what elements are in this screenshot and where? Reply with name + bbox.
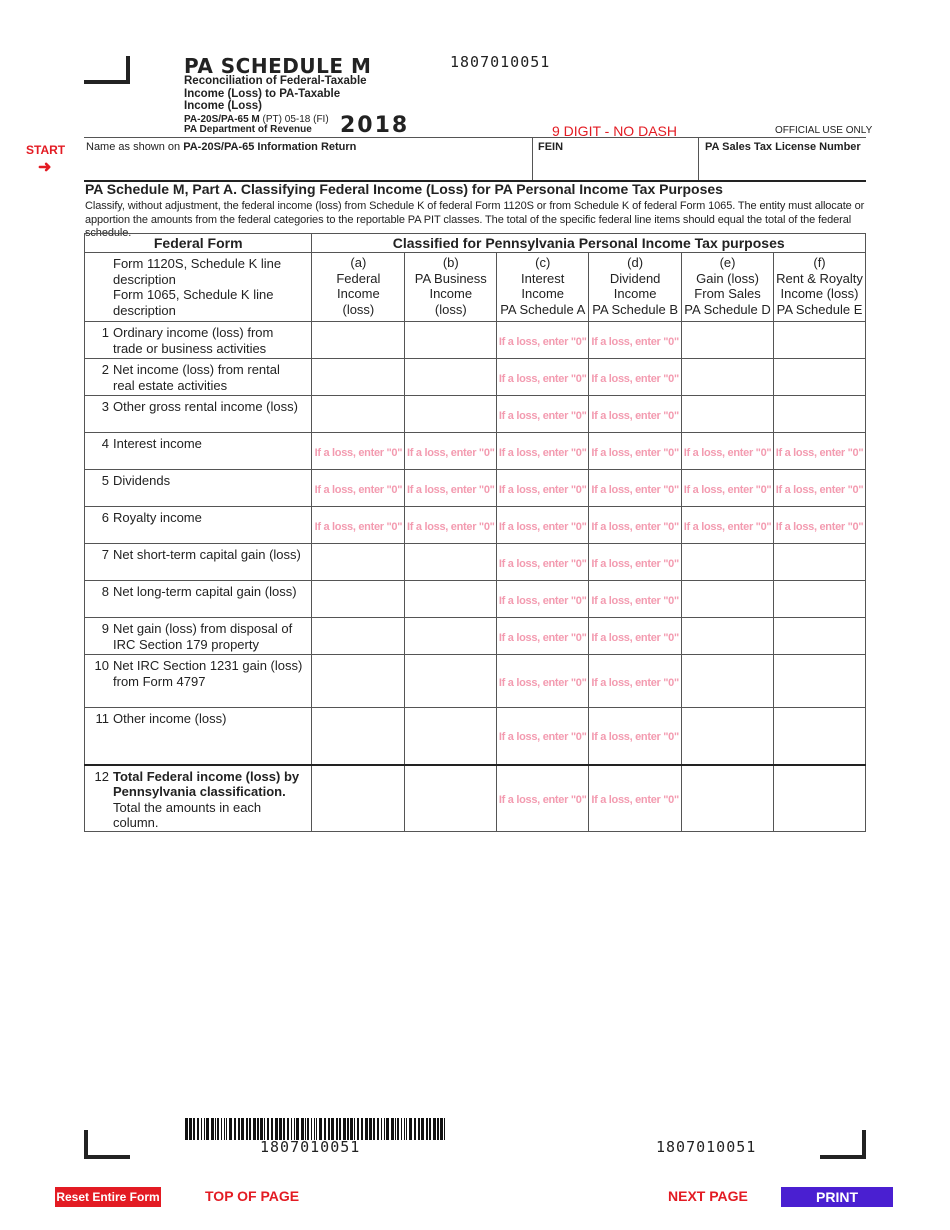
row-number: 3 — [101, 399, 109, 414]
input-cell-d[interactable] — [589, 765, 682, 832]
input-cell-c[interactable] — [497, 359, 589, 396]
loss-placeholder: If a loss, enter "0" — [775, 483, 864, 496]
row-number: 5 — [101, 473, 109, 488]
barcode-bar — [373, 1118, 375, 1140]
input-cell-f[interactable] — [774, 544, 866, 581]
input-cell-e[interactable] — [682, 765, 774, 832]
row-description: 7 Net short-term capital gain (loss) — [85, 544, 312, 581]
loss-placeholder: If a loss, enter "0" — [498, 793, 587, 806]
table-row — [85, 359, 866, 396]
input-cell-f[interactable] — [774, 322, 866, 359]
input-cell-e[interactable] — [682, 544, 774, 581]
barcode-bar — [395, 1118, 396, 1140]
barcode-bar — [291, 1118, 292, 1140]
corner-mark-top-left — [84, 56, 132, 86]
fein-format-note: 9 DIGIT - NO DASH — [552, 123, 677, 139]
input-cell-b[interactable] — [405, 507, 497, 544]
input-cell-c[interactable] — [497, 655, 589, 708]
input-cell-d[interactable] — [589, 618, 682, 655]
barcode-bar — [246, 1118, 248, 1140]
table-row — [85, 470, 866, 507]
input-cell-a[interactable] — [312, 322, 405, 359]
barcode-bar — [328, 1118, 330, 1140]
barcode-bar — [260, 1118, 263, 1140]
input-cell-f[interactable] — [774, 507, 866, 544]
loss-placeholder: If a loss, enter "0" — [314, 520, 403, 533]
row-description: 12 Total Federal income (loss) by Pennsylvania classification. Total the amounts in each column. — [85, 765, 312, 832]
ocr-number-bottom: 1807010051 — [656, 1138, 757, 1156]
row-number: 10 — [94, 658, 109, 673]
barcode-bar — [234, 1118, 236, 1140]
classification-table — [84, 233, 866, 832]
barcode-bar — [204, 1118, 205, 1140]
input-cell-c[interactable] — [497, 322, 589, 359]
table-row — [85, 765, 866, 832]
barcode-bar — [267, 1118, 269, 1140]
desc-column-header: Form 1120S, Schedule K line description Form 1065, Schedule K line description — [85, 253, 312, 322]
input-cell-c[interactable] — [497, 544, 589, 581]
barcode-bar — [307, 1118, 309, 1140]
input-cell-a[interactable] — [312, 618, 405, 655]
barcode-bar — [296, 1118, 299, 1140]
loss-placeholder: If a loss, enter "0" — [407, 520, 495, 533]
barcode-bar — [339, 1118, 341, 1140]
input-cell-d[interactable] — [589, 655, 682, 708]
input-cell-a[interactable] — [312, 765, 405, 832]
barcode-bar — [401, 1118, 402, 1140]
input-cell-f[interactable] — [774, 581, 866, 618]
input-cell-b[interactable] — [405, 470, 497, 507]
input-cell-a[interactable] — [312, 581, 405, 618]
input-cell-b[interactable] — [405, 655, 497, 708]
barcode-bar — [319, 1118, 322, 1140]
input-cell-e[interactable] — [682, 708, 774, 765]
row-number: 1 — [101, 325, 109, 340]
start-arrow-icon: ➜ — [38, 159, 52, 176]
input-cell-a[interactable] — [312, 396, 405, 433]
input-cell-c[interactable] — [497, 396, 589, 433]
input-cell-c[interactable] — [497, 470, 589, 507]
column-d-header: (d) Dividend Income PA Schedule B — [589, 253, 682, 322]
barcode-bar — [197, 1118, 199, 1140]
table-row — [85, 507, 866, 544]
barcode-bar — [350, 1118, 353, 1140]
loss-placeholder: If a loss, enter "0" — [591, 676, 679, 689]
department: PA Department of Revenue — [184, 124, 312, 135]
row-number: 7 — [101, 547, 109, 562]
corner-mark-bottom-left — [84, 1130, 132, 1160]
column-b-header: (b) PA Business Income (loss) — [405, 253, 497, 322]
barcode-bar — [421, 1118, 424, 1140]
loss-placeholder: If a loss, enter "0" — [591, 335, 679, 348]
input-cell-b[interactable] — [405, 581, 497, 618]
barcode-bar — [365, 1118, 368, 1140]
input-cell-c[interactable] — [497, 433, 589, 470]
barcode-bar — [224, 1118, 225, 1140]
barcode-bar — [404, 1118, 405, 1140]
loss-placeholder: If a loss, enter "0" — [498, 409, 587, 422]
barcode-bar — [229, 1118, 232, 1140]
barcode-bar — [391, 1118, 394, 1140]
input-cell-c[interactable] — [497, 581, 589, 618]
barcode-bar — [264, 1118, 265, 1140]
form-subtitle: Reconciliation of Federal-Taxable Income (Loss) to PA-Taxable Income (Loss) — [184, 75, 367, 112]
input-cell-a[interactable] — [312, 708, 405, 765]
loss-placeholder: If a loss, enter "0" — [407, 483, 495, 496]
loss-placeholder: If a loss, enter "0" — [498, 676, 587, 689]
print-button[interactable]: PRINT — [781, 1187, 893, 1207]
input-cell-e[interactable] — [682, 359, 774, 396]
input-cell-d[interactable] — [589, 322, 682, 359]
input-cell-e[interactable] — [682, 655, 774, 708]
row-number: 9 — [101, 621, 109, 636]
barcode-bar — [185, 1118, 188, 1140]
barcode-bar — [414, 1118, 416, 1140]
barcode-bar — [429, 1118, 431, 1140]
row-description: 3 Other gross rental income (loss) — [85, 396, 312, 433]
barcode-bar — [253, 1118, 256, 1140]
sales-tax-license-field[interactable]: PA Sales Tax License Number — [698, 138, 867, 180]
input-cell-d[interactable] — [589, 544, 682, 581]
loss-placeholder: If a loss, enter "0" — [591, 631, 679, 644]
row-number: 11 — [95, 711, 109, 726]
input-cell-e[interactable] — [682, 396, 774, 433]
barcode-bar — [294, 1118, 295, 1140]
input-cell-a[interactable] — [312, 655, 405, 708]
loss-placeholder: If a loss, enter "0" — [407, 446, 495, 459]
loss-placeholder: If a loss, enter "0" — [498, 731, 587, 744]
table-row — [85, 618, 866, 655]
loss-placeholder: If a loss, enter "0" — [591, 731, 679, 744]
barcode-bar — [354, 1118, 355, 1140]
input-cell-d[interactable] — [589, 708, 682, 765]
fein-field[interactable]: FEIN — [532, 138, 699, 180]
barcode-bar — [347, 1118, 349, 1140]
input-cell-b[interactable] — [405, 322, 497, 359]
input-cell-e[interactable] — [682, 322, 774, 359]
input-cell-f[interactable] — [774, 470, 866, 507]
table-row — [85, 544, 866, 581]
official-use-label: OFFICIAL USE ONLY — [775, 125, 873, 136]
row-number: 6 — [101, 510, 109, 525]
barcode-bar — [426, 1118, 428, 1140]
loss-placeholder: If a loss, enter "0" — [683, 446, 772, 459]
input-cell-f[interactable] — [774, 655, 866, 708]
table-row — [85, 322, 866, 359]
section-title: PA Schedule M, Part A. Classifying Federal Income (Loss) for PA Personal Income Tax Purposes — [85, 181, 723, 197]
barcode-bar — [437, 1118, 439, 1140]
barcode-bar — [226, 1118, 227, 1140]
input-cell-c[interactable] — [497, 765, 589, 832]
row-number: 2 — [101, 362, 109, 377]
input-cell-a[interactable] — [312, 507, 405, 544]
table-row — [85, 581, 866, 618]
barcode-bar — [336, 1118, 338, 1140]
input-cell-a[interactable] — [312, 359, 405, 396]
barcode-bar — [381, 1118, 382, 1140]
input-cell-b[interactable] — [405, 544, 497, 581]
barcode-bar — [221, 1118, 222, 1140]
ocr-number-top: 1807010051 — [450, 53, 551, 71]
barcode-bar — [301, 1118, 304, 1140]
next-page-link[interactable]: NEXT PAGE — [668, 1188, 748, 1204]
barcode-bar — [316, 1118, 317, 1140]
form-code: PA-20S/PA-65 M (PT) 05-18 (FI) — [184, 114, 329, 125]
tax-year: 2018 — [340, 113, 410, 138]
barcode-bar — [409, 1118, 412, 1140]
column-c-header: (c) Interest Income PA Schedule A — [497, 253, 589, 322]
row-description: 11 Other income (loss) — [85, 708, 312, 765]
loss-placeholder: If a loss, enter "0" — [683, 520, 772, 533]
loss-placeholder: If a loss, enter "0" — [314, 483, 403, 496]
reset-form-button[interactable]: Reset Entire Form — [55, 1187, 161, 1207]
barcode-bar — [275, 1118, 278, 1140]
loss-placeholder: If a loss, enter "0" — [591, 793, 679, 806]
loss-placeholder: If a loss, enter "0" — [591, 520, 679, 533]
input-cell-b[interactable] — [405, 433, 497, 470]
input-cell-e[interactable] — [682, 618, 774, 655]
input-cell-d[interactable] — [589, 433, 682, 470]
barcode-bar — [189, 1118, 192, 1140]
id-fields-row — [84, 137, 866, 182]
loss-placeholder: If a loss, enter "0" — [498, 372, 587, 385]
loss-placeholder: If a loss, enter "0" — [591, 483, 679, 496]
top-of-page-link[interactable]: TOP OF PAGE — [205, 1188, 300, 1204]
barcode-bar — [257, 1118, 259, 1140]
barcode-bar — [193, 1118, 195, 1140]
barcode-bar — [311, 1118, 312, 1140]
barcode-bar — [433, 1118, 436, 1140]
loss-placeholder: If a loss, enter "0" — [683, 483, 772, 496]
input-cell-b[interactable] — [405, 396, 497, 433]
barcode-bar — [343, 1118, 346, 1140]
loss-placeholder: If a loss, enter "0" — [591, 446, 679, 459]
barcode-bar — [397, 1118, 399, 1140]
barcode-bar — [384, 1118, 385, 1140]
barcode-bar — [369, 1118, 372, 1140]
loss-placeholder: If a loss, enter "0" — [591, 594, 679, 607]
federal-form-header: Federal Form — [85, 234, 312, 253]
loss-placeholder: If a loss, enter "0" — [591, 409, 679, 422]
loss-placeholder: If a loss, enter "0" — [498, 631, 587, 644]
input-cell-f[interactable] — [774, 433, 866, 470]
row-description: 2 Net income (loss) from rental real estate activities — [85, 359, 312, 396]
loss-placeholder: If a loss, enter "0" — [775, 446, 864, 459]
row-description: 1 Ordinary income (loss) from trade or business activities — [85, 322, 312, 359]
loss-placeholder: If a loss, enter "0" — [498, 446, 587, 459]
barcode-bar — [201, 1118, 202, 1140]
row-description: 6 Royalty income — [85, 507, 312, 544]
column-e-header: (e) Gain (loss) From Sales PA Schedule D — [682, 253, 774, 322]
row-description: 4 Interest income — [85, 433, 312, 470]
barcode-bar — [249, 1118, 251, 1140]
barcode-bar — [406, 1118, 407, 1140]
barcode-bar — [217, 1118, 219, 1140]
loss-placeholder: If a loss, enter "0" — [775, 520, 864, 533]
input-cell-a[interactable] — [312, 433, 405, 470]
input-cell-d[interactable] — [589, 359, 682, 396]
input-cell-f[interactable] — [774, 618, 866, 655]
input-cell-c[interactable] — [497, 618, 589, 655]
loss-placeholder: If a loss, enter "0" — [498, 483, 587, 496]
input-cell-c[interactable] — [497, 708, 589, 765]
loss-placeholder: If a loss, enter "0" — [498, 520, 587, 533]
row-description: 5 Dividends — [85, 470, 312, 507]
row-number: 12 — [94, 768, 109, 784]
input-cell-a[interactable] — [312, 470, 405, 507]
corner-mark-bottom-right — [820, 1130, 868, 1160]
pa-classified-header: Classified for Pennsylvania Personal Income Tax purposes — [312, 234, 866, 253]
barcode-bar — [211, 1118, 214, 1140]
row-description: 10 Net IRC Section 1231 gain (loss) from Form 4797 — [85, 655, 312, 708]
input-cell-d[interactable] — [589, 396, 682, 433]
barcode-bar — [357, 1118, 359, 1140]
loss-placeholder: If a loss, enter "0" — [498, 335, 587, 348]
barcode-bar — [386, 1118, 389, 1140]
loss-placeholder: If a loss, enter "0" — [314, 446, 403, 459]
form-title: PA SCHEDULE M — [184, 54, 372, 78]
input-cell-f[interactable] — [774, 765, 866, 832]
row-number: 4 — [101, 436, 109, 451]
input-cell-b[interactable] — [405, 359, 497, 396]
input-cell-e[interactable] — [682, 433, 774, 470]
barcode-bar — [206, 1118, 209, 1140]
column-header-row — [85, 253, 866, 322]
input-cell-c[interactable] — [497, 507, 589, 544]
row-number: 8 — [101, 584, 109, 599]
table-row — [85, 708, 866, 765]
loss-placeholder: If a loss, enter "0" — [498, 594, 587, 607]
input-cell-e[interactable] — [682, 507, 774, 544]
input-cell-f[interactable] — [774, 359, 866, 396]
loss-placeholder: If a loss, enter "0" — [591, 372, 679, 385]
column-f-header: (f) Rent & Royalty Income (loss) PA Schedule E — [774, 253, 866, 322]
input-cell-b[interactable] — [405, 765, 497, 832]
section-instructions: Classify, without adjustment, the federal income (loss) from Schedule K of federal Form 1120S or from Schedule K of federal Form 1065. The entity must allocate or apportion the amounts from the federal categories to the reportable PA PIT classes. The total of the specific federal line items should equal the total of the federal schedule. — [85, 200, 865, 239]
barcode-bar — [440, 1118, 443, 1140]
barcode-number: 1807010051 — [260, 1138, 361, 1156]
input-cell-f[interactable] — [774, 396, 866, 433]
barcode-bar — [377, 1118, 379, 1140]
barcode-bar — [444, 1118, 445, 1140]
barcode-bar — [215, 1118, 216, 1140]
input-cell-d[interactable] — [589, 507, 682, 544]
barcode-bar — [331, 1118, 334, 1140]
loss-placeholder: If a loss, enter "0" — [591, 557, 679, 570]
start-label: START — [26, 143, 66, 157]
barcode-bar — [241, 1118, 244, 1140]
barcode-bar — [361, 1118, 363, 1140]
barcode-bar — [314, 1118, 315, 1140]
row-description: 8 Net long-term capital gain (loss) — [85, 581, 312, 618]
table-row — [85, 396, 866, 433]
barcode-bar — [238, 1118, 240, 1140]
input-cell-f[interactable] — [774, 708, 866, 765]
name-field[interactable]: Name as shown on PA-20S/PA-65 Information Return — [86, 141, 357, 153]
loss-placeholder: If a loss, enter "0" — [498, 557, 587, 570]
column-a-header: (a) Federal Income (loss) — [312, 253, 405, 322]
barcode-bar — [418, 1118, 420, 1140]
input-cell-b[interactable] — [405, 618, 497, 655]
barcode-bar — [287, 1118, 289, 1140]
input-cell-d[interactable] — [589, 581, 682, 618]
row-description: 9 Net gain (loss) from disposal of IRC Section 179 property — [85, 618, 312, 655]
input-cell-a[interactable] — [312, 544, 405, 581]
table-row — [85, 433, 866, 470]
table-row — [85, 655, 866, 708]
barcode-bar — [324, 1118, 326, 1140]
barcode-bar — [279, 1118, 282, 1140]
barcode-bar — [271, 1118, 273, 1140]
input-cell-b[interactable] — [405, 708, 497, 765]
barcode-bar — [305, 1118, 306, 1140]
barcode-bar — [283, 1118, 285, 1140]
input-cell-e[interactable] — [682, 581, 774, 618]
input-cell-e[interactable] — [682, 470, 774, 507]
input-cell-d[interactable] — [589, 470, 682, 507]
